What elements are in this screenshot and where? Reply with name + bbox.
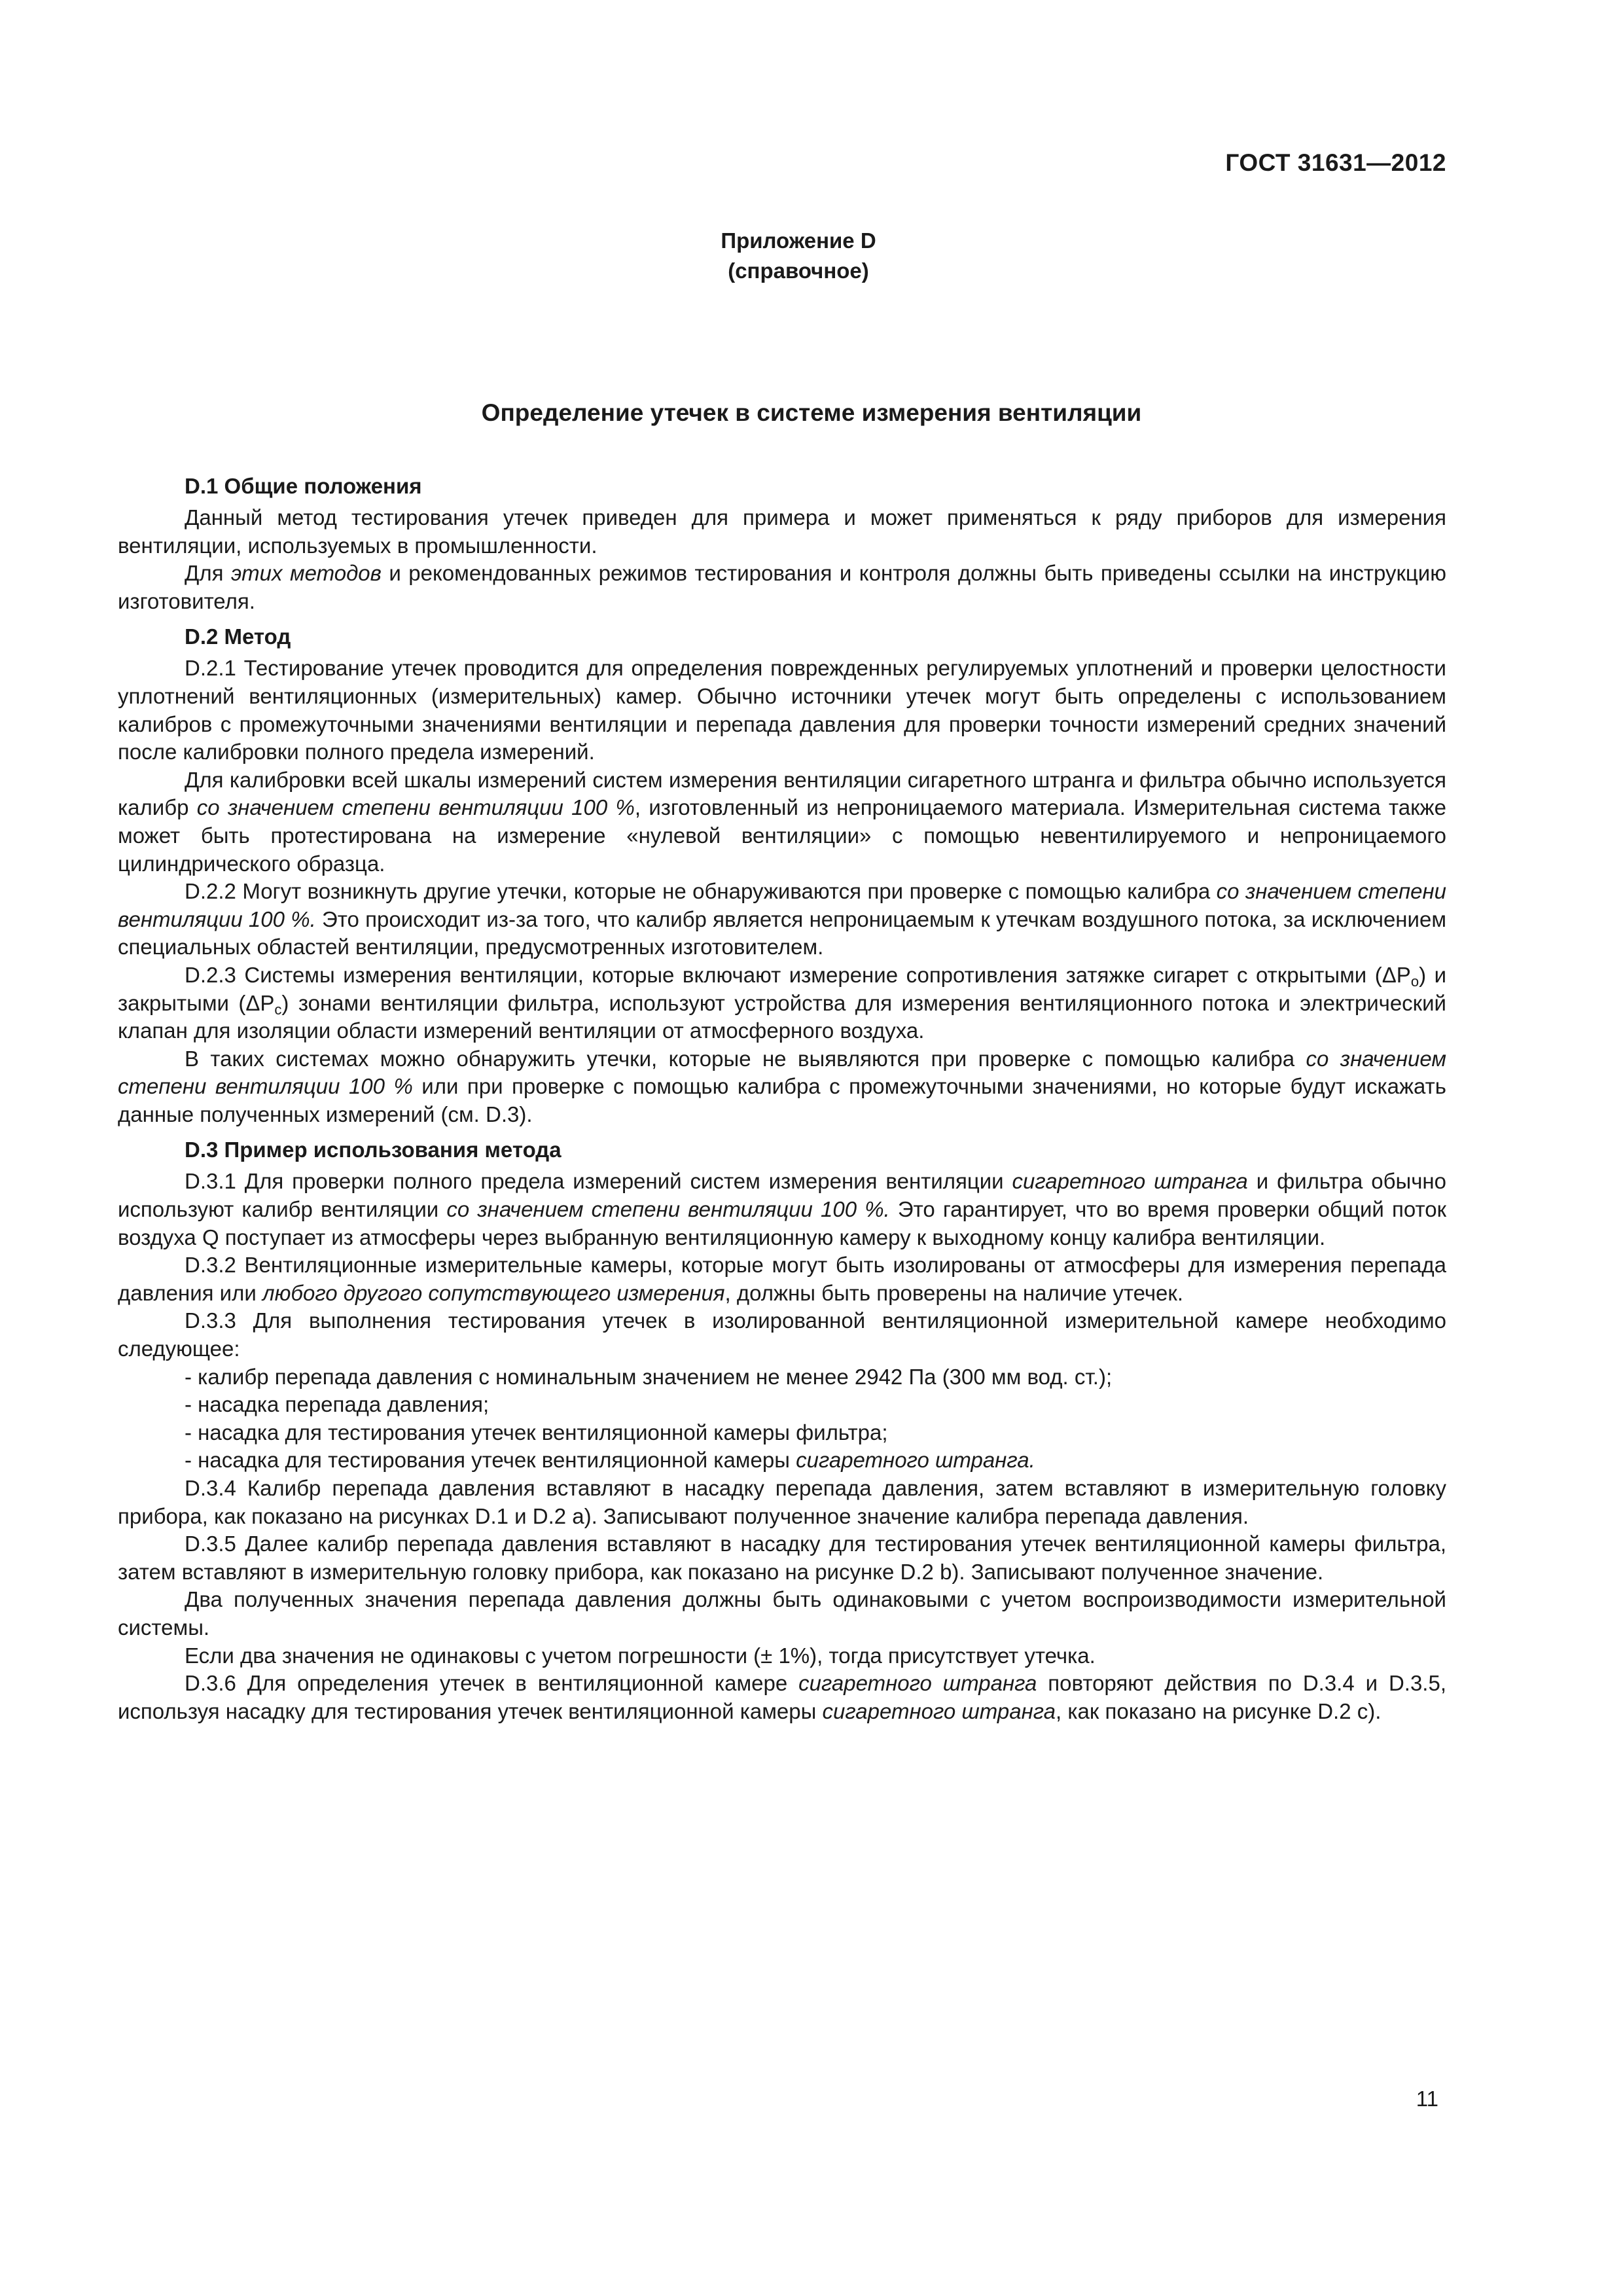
paragraph: Для калибровки всей шкалы измерений систем измерения вентиляции сигаретного штранга и фильтра обычно используется калибр со значением степени вентиляции 100 %, изготовленный из непроницаемого материала. Измерительная система также может быть протестирована на измерение «нулевой вентиляции» с помощью невентилируемого и непроницаемого цилиндрического образца.: [118, 767, 1446, 876]
list-item: - насадка перепада давления;: [185, 1392, 490, 1417]
appendix-type: (справочное): [728, 259, 869, 283]
document-title: Определение утечек в системе измерения вентиляции: [481, 399, 1142, 426]
paragraph: D.3.5 Далее калибр перепада давления вставляют в насадку для тестирования утечек вентиляционной камеры фильтра, затем вставляют в измерительную головку прибора, как показано на рисунке D.2 b). Записывают полученное значение.: [118, 1532, 1446, 1584]
document-body: [118, 471, 1446, 1725]
paragraph: D.3.6 Для определения утечек в вентиляционной камере сигаретного штранга повторяют действия по D.3.4 и D.3.5, используя насадку для тестирования утечек вентиляционной камеры сигаретного штранга, как показано на рисунке D.2 c).: [118, 1671, 1446, 1723]
section-heading-d3: D.3 Пример использования метода: [185, 1138, 562, 1162]
paragraph: D.2.2 Могут возникнуть другие утечки, которые не обнаруживаются при проверке с помощью калибра со значением степени вентиляции 100 %. Это происходит из-за того, что калибр является непроницаемым к утечкам воздушного потока, за исключением специальных областей вентиляции, предусмотренных изготовителем.: [118, 879, 1446, 960]
paragraph: Данный метод тестирования утечек приведен для примера и может применяться к ряду приборов для измерения вентиляции, используемых в промышленности.: [118, 505, 1446, 558]
paragraph: D.3.4 Калибр перепада давления вставляют в насадку перепада давления, затем вставляют в измерительную головку прибора, как показано на рисунках D.1 и D.2 a). Записывают полученное значение калибра перепада давления.: [118, 1476, 1446, 1528]
section-heading-d2: D.2 Метод: [185, 624, 291, 649]
list-item: - насадка для тестирования утечек вентиляционной камеры фильтра;: [185, 1420, 888, 1444]
paragraph: Если два значения не одинаковы с учетом погрешности (± 1%), тогда присутствует утечка.: [185, 1643, 1096, 1668]
paragraph: D.3.2 Вентиляционные измерительные камеры, которые могут быть изолированы от атмосферы для измерения перепада давления или любого другого сопутствующего измерения, должны быть проверены на наличие утечек.: [118, 1253, 1446, 1305]
list-item: - насадка для тестирования утечек вентиляционной камеры сигаретного штранга.: [185, 1448, 1035, 1473]
paragraph: Для этих методов и рекомендованных режимов тестирования и контроля должны быть приведены ссылки на инструкцию изготовителя.: [118, 561, 1446, 613]
page-number: 11: [1416, 2087, 1438, 2111]
paragraph: В таких системах можно обнаружить утечки, которые не выявляются при проверке с помощью калибра со значением степени вентиляции 100 % или при проверке с помощью калибра с промежуточными значениями, но которые будут искажать данные полученных измерений (см. D.3).: [118, 1046, 1446, 1126]
paragraph: D.2.1 Тестирование утечек проводится для определения поврежденных регулируемых уплотнений и проверки целостности уплотнений вентиляционных (измерительных) камер. Обычно источники утечек могут быть определены с использованием калибров с промежуточными значениями вентиляции и перепада давления для проверки точности измерений средних значений после калибровки полного предела измерений.: [118, 656, 1446, 764]
paragraph: D.3.3 Для выполнения тестирования утечек в изолированной вентиляционной измерительной камере необходимо следующее:: [118, 1308, 1446, 1361]
paragraph: D.2.3 Системы измерения вентиляции, которые включают измерение сопротивления затяжке сигарет с открытыми $(\Delta P_o)$ и закрытыми $(\Delta P_c)$ зонами вентиляции фильтра, используют устройства для измерения вентиляционного потока и электрический клапан для изоляции области измерений вентиляции от атмосферного воздуха.: [118, 962, 1447, 1043]
paragraph: D.3.1 Для проверки полного предела измерений систем измерения вентиляции сигаретного штранга и фильтра обычно используют калибр вентиляции со значением степени вентиляции 100 %. Это гарантирует, что во время проверки общий поток воздуха Q поступает из атмосферы через выбранную вентиляционную камеру к выходному концу калибра вентиляции.: [118, 1169, 1447, 1249]
document-code: ГОСТ 31631—2012: [1225, 149, 1446, 176]
paragraph: Два полученных значения перепада давления должны быть одинаковыми с учетом воспроизводимости измерительной системы.: [118, 1587, 1446, 1640]
appendix-heading: [0, 226, 1597, 286]
appendix-label: Приложение D: [721, 228, 876, 253]
section-heading-d1: D.1 Общие положения: [185, 474, 422, 498]
list-item: - калибр перепада давления с номинальным значением не менее 2942 Па (300 мм вод. ст.);: [185, 1364, 1113, 1389]
